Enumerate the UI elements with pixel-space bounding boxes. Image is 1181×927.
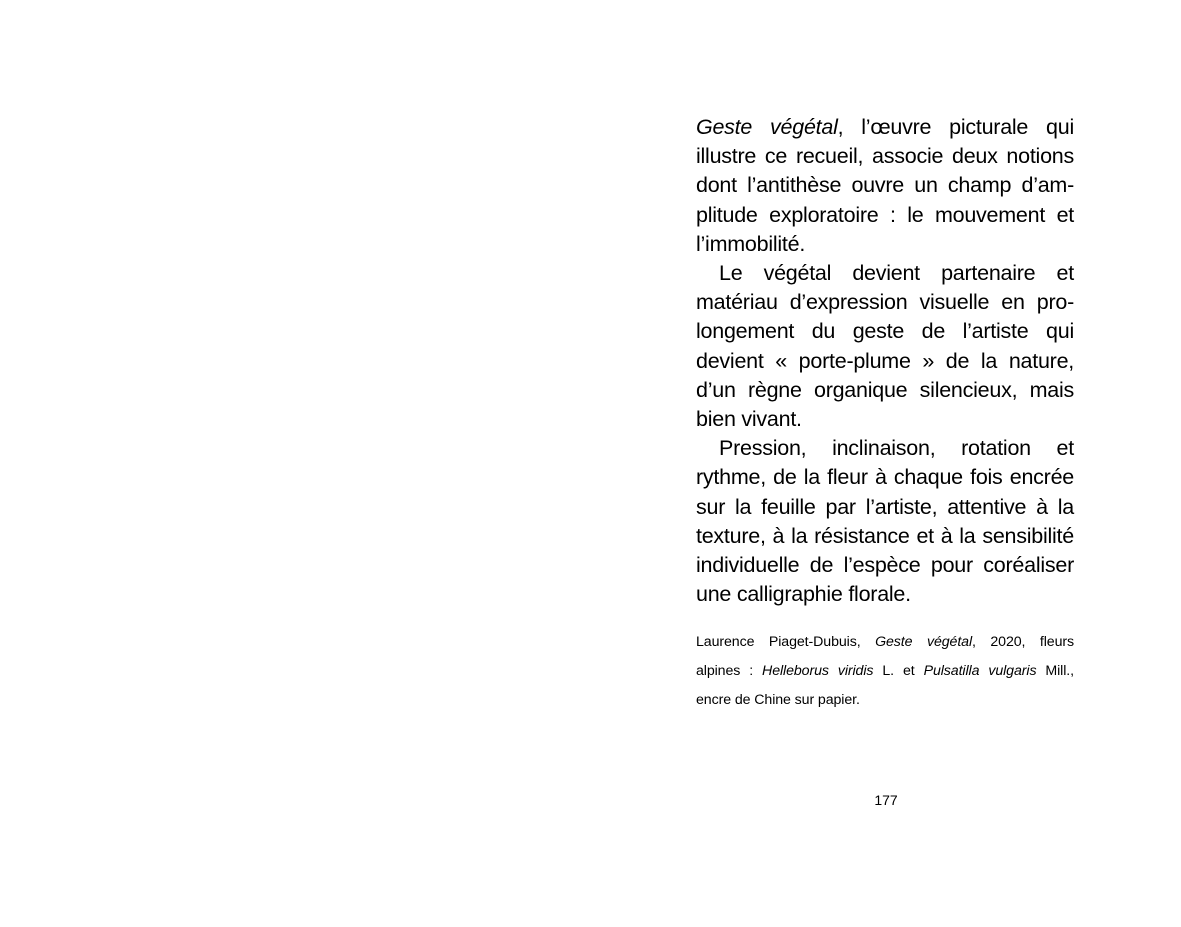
- caption-species-2: Pulsatilla vulgaris: [923, 663, 1037, 679]
- body-line: Pression, inclinaison, rotation et: [719, 436, 1074, 461]
- body-line: matériau d’expression visuelle en pro-: [696, 290, 1074, 315]
- page-number: 177: [874, 792, 898, 808]
- body-line: bien vivant.: [696, 407, 802, 432]
- caption-species-2-suffix: Mill.,: [1036, 663, 1074, 679]
- caption-details: , 2020, fleurs: [972, 634, 1075, 650]
- body-text: [696, 113, 1074, 609]
- body-line: rythme, de la fleur à chaque fois encrée: [696, 465, 1074, 490]
- body-line: [696, 113, 1074, 142]
- caption-line: [696, 628, 1074, 657]
- right-page: [590, 0, 1181, 927]
- caption-work-title: Geste végétal: [875, 634, 973, 650]
- paragraph-3: [696, 434, 1074, 609]
- paragraph-1: [696, 113, 1074, 259]
- body-line: sur la feuille par l’artiste, attentive à la: [696, 494, 1074, 519]
- body-text-span: , l’œuvre picturale qui: [837, 115, 1074, 139]
- body-line: plitude exploratoire : le mouvement et: [696, 202, 1074, 227]
- left-page-blank: [0, 0, 590, 927]
- body-line: l’immobilité.: [696, 231, 806, 256]
- body-line: texture, à la résistance et à la sensibilité: [696, 523, 1074, 548]
- caption-species-1-suffix: L. et: [873, 663, 924, 679]
- image-caption: [696, 628, 1074, 715]
- caption-line: encre de Chine sur papier.: [696, 692, 860, 708]
- body-line: une calligraphie florale.: [696, 582, 911, 607]
- work-title-italic: Geste végétal: [696, 115, 838, 139]
- body-line: devient « porte-plume » de la nature,: [696, 348, 1074, 373]
- body-line: Le végétal devient partenaire et: [719, 261, 1074, 286]
- body-line: d’un règne organique silencieux, mais: [696, 377, 1074, 402]
- body-line: individuelle de l’espèce pour coréaliser: [696, 553, 1074, 578]
- paragraph-2: [696, 259, 1074, 434]
- body-line: longement du geste de l’artiste qui: [696, 319, 1074, 344]
- caption-species-1: Helleborus viridis: [762, 663, 874, 679]
- caption-line: [696, 657, 1074, 686]
- body-line: dont l’antithèse ouvre un champ d’am-: [696, 173, 1074, 198]
- caption-prefix: alpines :: [696, 663, 763, 679]
- caption-artist: Laurence Piaget-Dubuis,: [696, 634, 876, 650]
- body-line: illustre ce recueil, associe deux notions: [696, 144, 1074, 169]
